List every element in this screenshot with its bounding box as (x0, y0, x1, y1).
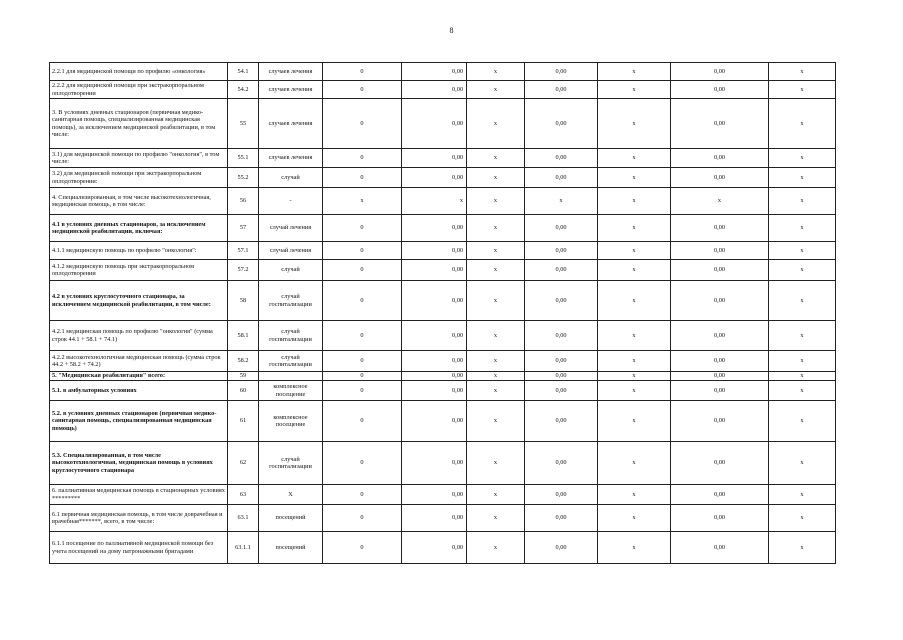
row-value-7: х (769, 188, 836, 215)
row-number: 59 (228, 372, 259, 381)
row-value-1: 0 (323, 351, 402, 372)
row-unit: Х (259, 485, 323, 505)
row-value-4: 0,00 (525, 532, 598, 564)
row-value-7: х (769, 242, 836, 260)
row-value-2: 0,00 (402, 505, 467, 532)
row-value-7: х (769, 442, 836, 485)
row-value-6: 0,00 (671, 168, 769, 188)
row-name: 4.1.1 медицинскую помощь по профилю "онкология": (50, 242, 228, 260)
row-number: 62 (228, 442, 259, 485)
row-unit: случай госпитализации (259, 281, 323, 321)
row-value-6: 0,00 (671, 321, 769, 351)
row-number: 57 (228, 215, 259, 242)
table-body (50, 63, 836, 564)
row-value-6: 0,00 (671, 260, 769, 281)
row-value-1: 0 (323, 321, 402, 351)
table-row (50, 188, 836, 215)
row-value-2: 0,00 (402, 351, 467, 372)
row-name: 4.2.2 высокотехнологичная медицинская помощь (сумма строк 44.2 + 58.2 + 74.2) (50, 351, 228, 372)
row-value-7: х (769, 485, 836, 505)
row-unit (259, 372, 323, 381)
row-value-1: 0 (323, 442, 402, 485)
row-value-3: х (467, 215, 525, 242)
row-number: 63 (228, 485, 259, 505)
row-value-4: 0,00 (525, 63, 598, 81)
row-value-3: х (467, 168, 525, 188)
row-value-4: 0,00 (525, 381, 598, 401)
row-value-4: 0,00 (525, 442, 598, 485)
row-value-4: 0,00 (525, 215, 598, 242)
row-unit: случай лечения (259, 215, 323, 242)
table-row (50, 505, 836, 532)
row-value-1: 0 (323, 215, 402, 242)
row-value-2: 0,00 (402, 532, 467, 564)
row-value-6: 0,00 (671, 351, 769, 372)
row-unit: случаев лечения (259, 63, 323, 81)
row-value-2: х (402, 188, 467, 215)
row-value-7: х (769, 401, 836, 442)
row-unit: случаев лечения (259, 99, 323, 149)
table-row (50, 168, 836, 188)
row-name: 6.1.1 посещение по паллиативной медицинской помощи без учета посещений на дому патронажными бригадами (50, 532, 228, 564)
row-value-1: 0 (323, 401, 402, 442)
row-unit: случай лечения (259, 242, 323, 260)
row-name: 2.2.2 для медицинской помощи при экстракорпоральном оплодотворении (50, 81, 228, 99)
row-name: 6. паллиативная медицинская помощь в стационарных условиях ********* (50, 485, 228, 505)
row-value-1: 0 (323, 485, 402, 505)
row-value-5: х (598, 281, 671, 321)
table-row (50, 485, 836, 505)
row-value-3: х (467, 260, 525, 281)
row-value-7: х (769, 99, 836, 149)
row-value-2: 0,00 (402, 81, 467, 99)
table-row (50, 281, 836, 321)
row-value-2: 0,00 (402, 372, 467, 381)
row-value-5: х (598, 532, 671, 564)
row-value-4: 0,00 (525, 99, 598, 149)
row-unit: случаев лечения (259, 149, 323, 168)
row-value-7: х (769, 321, 836, 351)
row-value-4: х (525, 188, 598, 215)
row-value-5: х (598, 215, 671, 242)
row-value-7: х (769, 81, 836, 99)
row-value-7: х (769, 149, 836, 168)
row-value-3: х (467, 242, 525, 260)
table-row (50, 149, 836, 168)
row-value-4: 0,00 (525, 401, 598, 442)
row-value-5: х (598, 63, 671, 81)
row-name: 4.2.1 медицинская помощь по профилю "онкология" (сумма строк 44.1 + 58.1 + 74.1) (50, 321, 228, 351)
row-value-7: х (769, 281, 836, 321)
table-row (50, 321, 836, 351)
row-value-7: х (769, 63, 836, 81)
row-value-3: х (467, 532, 525, 564)
row-name: 3. В условиях дневных стационаров (первичная медико-санитарная помощь, специализированная медицинская помощь), за исключением медицинской реабилитации, в том числе: (50, 99, 228, 149)
row-value-1: х (323, 188, 402, 215)
row-value-4: 0,00 (525, 260, 598, 281)
row-value-6: 0,00 (671, 381, 769, 401)
row-number: 61 (228, 401, 259, 442)
row-value-3: х (467, 372, 525, 381)
row-name: 2.2.1 для медицинской помощи по профилю «онкология» (50, 63, 228, 81)
row-value-3: х (467, 351, 525, 372)
row-value-2: 0,00 (402, 381, 467, 401)
page-number: 8 (449, 26, 454, 35)
row-value-3: х (467, 188, 525, 215)
row-value-7: х (769, 505, 836, 532)
row-value-4: 0,00 (525, 321, 598, 351)
row-value-6: 0,00 (671, 242, 769, 260)
row-value-1: 0 (323, 99, 402, 149)
row-value-3: х (467, 505, 525, 532)
row-value-3: х (467, 99, 525, 149)
row-value-3: х (467, 149, 525, 168)
row-value-1: 0 (323, 149, 402, 168)
row-value-6: 0,00 (671, 505, 769, 532)
row-value-1: 0 (323, 81, 402, 99)
row-number: 63.1.1 (228, 532, 259, 564)
row-value-5: х (598, 351, 671, 372)
row-value-1: 0 (323, 372, 402, 381)
row-value-5: х (598, 505, 671, 532)
row-value-2: 0,00 (402, 215, 467, 242)
row-value-5: х (598, 168, 671, 188)
row-value-3: х (467, 281, 525, 321)
row-value-6: 0,00 (671, 372, 769, 381)
row-value-5: х (598, 442, 671, 485)
row-value-6: х (671, 188, 769, 215)
row-number: 56 (228, 188, 259, 215)
row-name: 5.1. в амбулаторных условиях (50, 381, 228, 401)
row-value-7: х (769, 215, 836, 242)
row-value-6: 0,00 (671, 149, 769, 168)
row-number: 58.2 (228, 351, 259, 372)
row-unit: посещений (259, 532, 323, 564)
row-value-1: 0 (323, 242, 402, 260)
row-unit: случай госпитализации (259, 442, 323, 485)
row-number: 60 (228, 381, 259, 401)
row-value-4: 0,00 (525, 505, 598, 532)
row-value-6: 0,00 (671, 401, 769, 442)
row-value-7: х (769, 372, 836, 381)
row-unit: случай (259, 168, 323, 188)
row-value-6: 0,00 (671, 215, 769, 242)
row-value-4: 0,00 (525, 485, 598, 505)
table-row (50, 63, 836, 81)
row-value-2: 0,00 (402, 401, 467, 442)
row-value-5: х (598, 260, 671, 281)
row-number: 55 (228, 99, 259, 149)
row-unit: комплексное посещение (259, 401, 323, 442)
row-value-3: х (467, 63, 525, 81)
row-value-6: 0,00 (671, 442, 769, 485)
row-value-1: 0 (323, 505, 402, 532)
row-name: 3.1) для медицинской помощи по профилю "онкология", в том числе: (50, 149, 228, 168)
row-number: 55.2 (228, 168, 259, 188)
row-value-2: 0,00 (402, 321, 467, 351)
row-value-4: 0,00 (525, 372, 598, 381)
row-value-5: х (598, 188, 671, 215)
row-name: 4.1 в условиях дневных стационаров, за исключением медицинской реабилитации, включая: (50, 215, 228, 242)
row-value-1: 0 (323, 281, 402, 321)
row-unit: случай (259, 260, 323, 281)
row-value-5: х (598, 99, 671, 149)
row-number: 58.1 (228, 321, 259, 351)
row-name: 4.1.2 медицинскую помощь при экстракорпоральном оплодотворении (50, 260, 228, 281)
table-row (50, 442, 836, 485)
row-value-1: 0 (323, 260, 402, 281)
row-value-6: 0,00 (671, 532, 769, 564)
row-value-2: 0,00 (402, 63, 467, 81)
row-value-6: 0,00 (671, 63, 769, 81)
row-value-5: х (598, 401, 671, 442)
table-row (50, 401, 836, 442)
row-value-5: х (598, 485, 671, 505)
row-value-7: х (769, 532, 836, 564)
row-value-6: 0,00 (671, 81, 769, 99)
row-value-4: 0,00 (525, 242, 598, 260)
row-value-6: 0,00 (671, 281, 769, 321)
table-row (50, 372, 836, 381)
row-number: 54.1 (228, 63, 259, 81)
row-value-7: х (769, 381, 836, 401)
table-row (50, 532, 836, 564)
row-name: 6.1 первичная медицинская помощь, в том числе доврачебная и врачебная*******, всего, в том числе: (50, 505, 228, 532)
row-name: 5.3. Специализированная, в том числе высокотехнологичная, медицинская помощь в условиях круглосуточного стационара (50, 442, 228, 485)
row-value-6: 0,00 (671, 99, 769, 149)
row-value-5: х (598, 321, 671, 351)
row-value-4: 0,00 (525, 351, 598, 372)
row-value-3: х (467, 81, 525, 99)
row-value-3: х (467, 321, 525, 351)
row-value-5: х (598, 381, 671, 401)
row-value-2: 0,00 (402, 99, 467, 149)
table-row (50, 242, 836, 260)
row-unit: случай госпитализации (259, 351, 323, 372)
row-value-1: 0 (323, 63, 402, 81)
row-value-5: х (598, 242, 671, 260)
table-row (50, 215, 836, 242)
row-value-2: 0,00 (402, 242, 467, 260)
row-value-5: х (598, 372, 671, 381)
row-unit: случаев лечения (259, 81, 323, 99)
row-unit: - (259, 188, 323, 215)
row-number: 57.2 (228, 260, 259, 281)
row-value-2: 0,00 (402, 260, 467, 281)
row-value-7: х (769, 260, 836, 281)
table-row (50, 381, 836, 401)
row-value-1: 0 (323, 381, 402, 401)
row-number: 58 (228, 281, 259, 321)
row-value-5: х (598, 81, 671, 99)
row-value-4: 0,00 (525, 81, 598, 99)
row-value-2: 0,00 (402, 442, 467, 485)
row-value-3: х (467, 381, 525, 401)
row-unit: комплексное посещение (259, 381, 323, 401)
row-value-7: х (769, 168, 836, 188)
table-row (50, 81, 836, 99)
row-name: 4.2 в условиях круглосуточного стационара, за исключением медицинской реабилитации, в том числе: (50, 281, 228, 321)
row-value-3: х (467, 485, 525, 505)
row-number: 57.1 (228, 242, 259, 260)
row-value-5: х (598, 149, 671, 168)
row-name: 5. "Медицинская реабилитация" всего: (50, 372, 228, 381)
row-value-2: 0,00 (402, 485, 467, 505)
row-value-1: 0 (323, 168, 402, 188)
row-name: 3.2) для медицинской помощи при экстракорпоральном оплодотворении: (50, 168, 228, 188)
table-row (50, 260, 836, 281)
row-unit: посещений (259, 505, 323, 532)
row-value-4: 0,00 (525, 281, 598, 321)
row-number: 63.1 (228, 505, 259, 532)
row-value-3: х (467, 442, 525, 485)
row-unit: случай госпитализации (259, 321, 323, 351)
table-row (50, 351, 836, 372)
row-number: 54.2 (228, 81, 259, 99)
row-number: 55.1 (228, 149, 259, 168)
row-name: 5.2. в условиях дневных стационаров (первичная медико-санитарная помощь, специализированная медицинская помощь) (50, 401, 228, 442)
table-row (50, 99, 836, 149)
row-name: 4. Специализированная, в том числе высокотехнологичная, медицинская помощь, в том числе: (50, 188, 228, 215)
data-table (49, 62, 836, 564)
row-value-2: 0,00 (402, 149, 467, 168)
row-value-1: 0 (323, 532, 402, 564)
row-value-6: 0,00 (671, 485, 769, 505)
row-value-2: 0,00 (402, 281, 467, 321)
row-value-2: 0,00 (402, 168, 467, 188)
row-value-7: х (769, 351, 836, 372)
row-value-4: 0,00 (525, 149, 598, 168)
row-value-4: 0,00 (525, 168, 598, 188)
row-value-3: х (467, 401, 525, 442)
